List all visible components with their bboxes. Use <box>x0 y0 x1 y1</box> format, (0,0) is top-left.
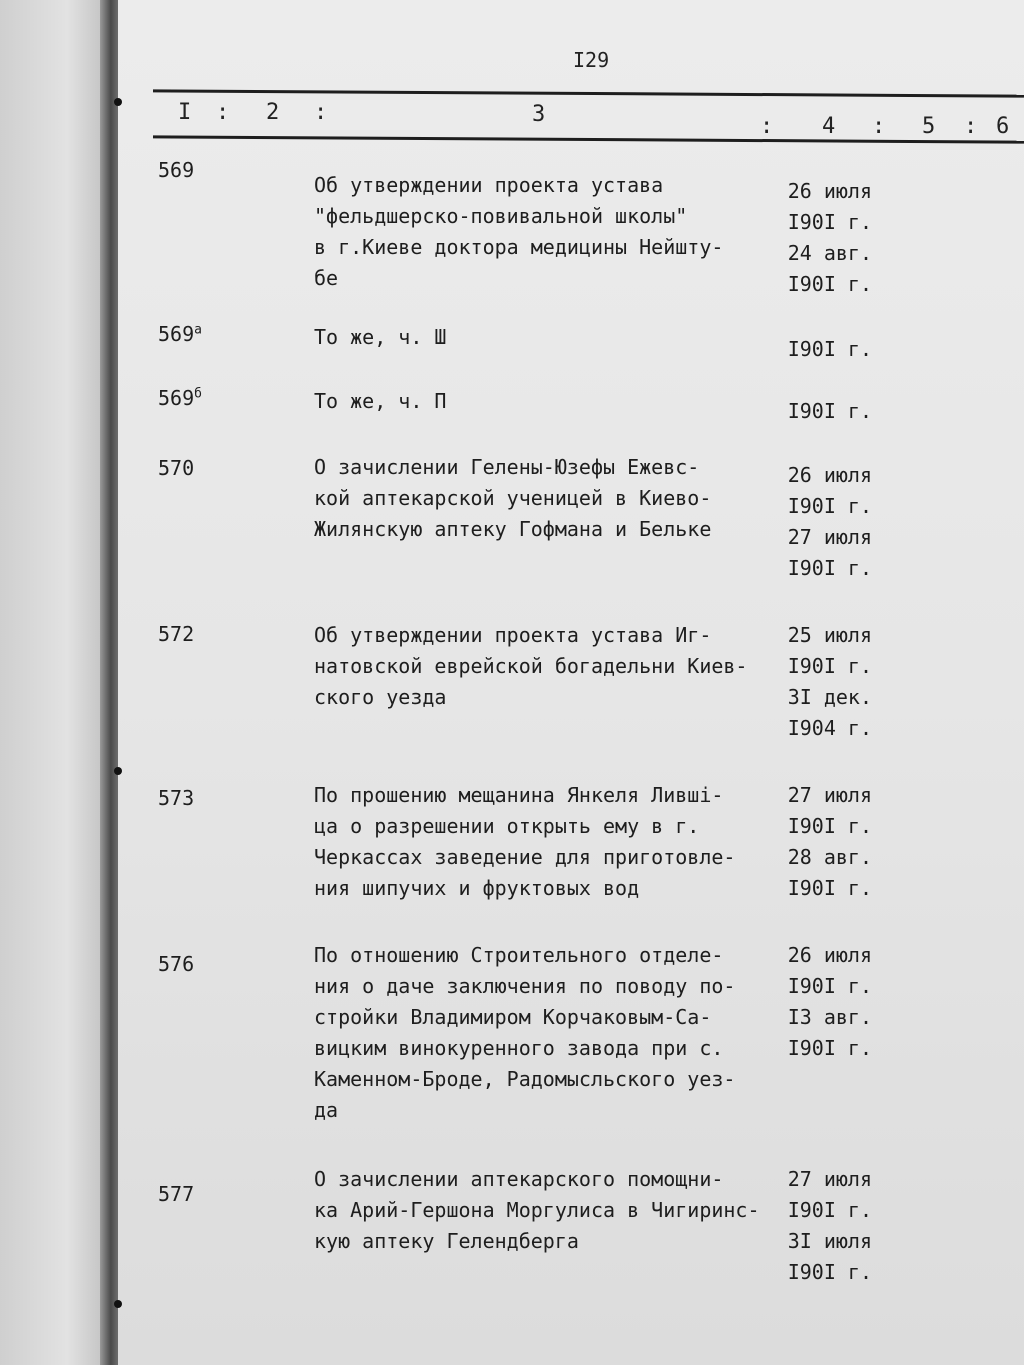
entry-number: 569 <box>158 158 195 182</box>
entry-description: Об утверждении проекта устава Иг- натовской еврейской богадельни Киев- ского уезда <box>314 623 748 709</box>
column-separator: : <box>314 100 328 125</box>
entry-number: $569^а$ <box>158 322 202 346</box>
entry-number: 572 <box>158 622 195 646</box>
entry-number: 577 <box>158 1182 195 1206</box>
entry-dates: 25 июля I90I г. 3I дек. I904 г. <box>787 623 872 740</box>
entry-description: По прошению мещанина Янкеля Лившi- ца о разрешении открыть ему в г. Черкассах заведение для приготовле- ния шипучих и фруктовых вод <box>314 783 736 900</box>
entry-description: Об утверждении проекта устава "фельдшерско-повивальной школы" в г.Киеве доктора медицины Нейшту- бе <box>314 173 724 290</box>
entry-number: $569^б$ <box>158 386 202 410</box>
column-separator: : <box>964 114 978 139</box>
entry-dates: 26 июля I90I г. I3 авг. I90I г. <box>787 943 872 1060</box>
column-header-1: I <box>178 100 192 125</box>
column-header-3: 3 <box>532 102 546 127</box>
binding-hole <box>114 767 122 775</box>
entry-number: 573 <box>158 786 195 810</box>
column-header-4: 4 <box>822 114 836 139</box>
page-number: I29 <box>573 48 610 72</box>
table-header-bottom-rule <box>153 135 1024 143</box>
column-header-2: 2 <box>266 100 280 125</box>
entry-number: 576 <box>158 952 195 976</box>
entry-description: То же, ч. П <box>314 389 447 413</box>
entry-description: О зачислении Гелены-Юзефы Ежевс- кой аптекарской ученицей в Киево- Жилянскую аптеку Гофмана и Бельке <box>314 455 712 541</box>
document-page <box>118 0 1024 1365</box>
entry-dates: I90I г. <box>787 399 872 423</box>
entry-description: То же, ч. Ш <box>314 325 447 349</box>
entry-dates: I90I г. <box>787 337 872 361</box>
column-separator: : <box>216 100 230 125</box>
table-header-top-rule <box>153 89 1024 97</box>
entry-dates: 27 июля I90I г. 28 авг. I90I г. <box>787 783 872 900</box>
column-separator: : <box>760 114 774 139</box>
entry-description: По отношению Строительного отделе- ния о даче заключения по поводу по- стройки Владимиром Корчаковым-Са- вицким винокуренного завода при с. Каменном-Броде, Радомысльского уез- да <box>314 943 736 1122</box>
column-header-6: 6 <box>996 114 1010 139</box>
binding-hole <box>114 1300 122 1308</box>
column-separator: : <box>872 114 886 139</box>
entry-dates: 26 июля I90I г. 24 авг. I90I г. <box>787 179 872 296</box>
binding-hole <box>114 98 122 106</box>
left-page-edge <box>0 0 112 1365</box>
column-header-5: 5 <box>922 114 936 139</box>
entry-dates: 27 июля I90I г. 3I июля I90I г. <box>787 1167 872 1284</box>
entry-number: 570 <box>158 456 195 480</box>
entry-description: О зачислении аптекарского помощни- ка Арий-Гершона Моргулиса в Чигиринс- кую аптеку Гелендберга <box>314 1167 760 1253</box>
entry-dates: 26 июля I90I г. 27 июля I90I г. <box>787 463 872 580</box>
